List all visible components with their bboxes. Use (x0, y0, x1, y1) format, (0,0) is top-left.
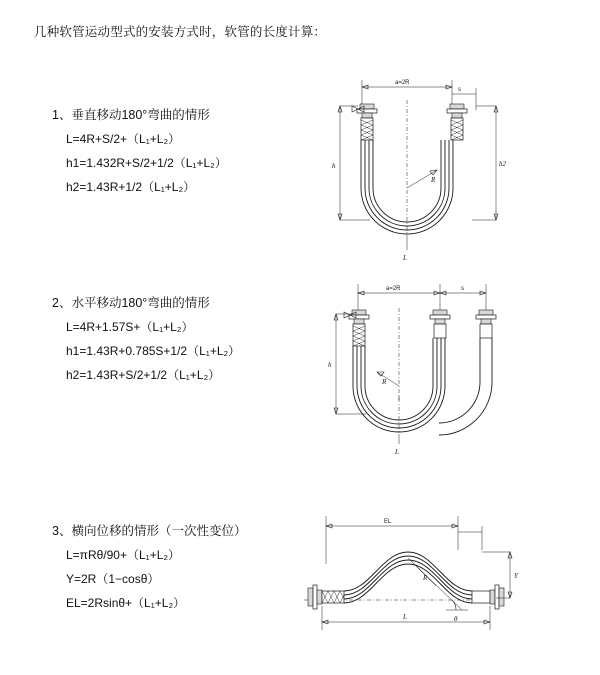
section-2-formula-3: h2=1.43R+S/2+1/2（L₁+L₂） (66, 368, 221, 382)
section-1-formula-1: L=4R+S/2+（L₁+L₂） (66, 132, 181, 146)
section-1-formula-3: h2=1.43R+1/2（L₁+L₂） (66, 180, 196, 194)
svg-text:a=2R: a=2R (386, 286, 401, 292)
page-title: 几种软管运动型式的安装方式时，软管的长度计算： (34, 25, 327, 39)
svg-text:R: R (382, 378, 387, 386)
svg-text:s: s (461, 286, 464, 292)
svg-text:L: L (395, 448, 399, 456)
figure-vertical-180 (300, 70, 530, 270)
svg-text:R: R (431, 176, 436, 184)
svg-text:h: h (332, 162, 336, 170)
figure-1-drawing (300, 70, 530, 270)
svg-text:EL: EL (384, 519, 392, 525)
svg-text:h: h (328, 361, 332, 369)
section-3-text (52, 524, 302, 611)
section-1-title: 1、垂直移动180°弯曲的情形 (52, 108, 210, 122)
svg-text:L: L (403, 254, 407, 262)
svg-text:Y: Y (514, 572, 518, 580)
svg-text:h2: h2 (499, 160, 506, 168)
section-2-title: 2、水平移动180°弯曲的情形 (52, 296, 210, 310)
section-1-text (52, 108, 302, 195)
svg-text:s: s (458, 87, 461, 93)
svg-text:L: L (403, 613, 407, 621)
svg-text:θ: θ (454, 615, 458, 623)
section-2-formula-2: h1=1.43R+0.785S+1/2（L₁+L₂） (66, 344, 241, 358)
figure-3-drawing (286, 506, 536, 646)
figure-2-drawing (300, 274, 530, 464)
svg-text:R: R (423, 574, 428, 582)
figure-lateral-offset (286, 506, 536, 646)
section-3-formula-2: Y=2R（1−cosθ） (66, 572, 160, 586)
section-3-title: 3、横向位移的情形（一次性变位） (52, 524, 247, 538)
figure-horizontal-180 (300, 274, 530, 464)
section-3-formula-1: L=πRθ/90+（L₁+L₂） (66, 548, 181, 562)
svg-text:a=2R: a=2R (395, 80, 410, 86)
section-3-formula-3: EL=2Rsinθ+（L₁+L₂） (66, 596, 186, 610)
section-2-formula-1: L=4R+1.57S+（L₁+L₂） (66, 320, 194, 334)
section-2-text (52, 296, 302, 383)
section-1-formula-2: h1=1.432R+S/2+1/2（L₁+L₂） (66, 156, 227, 170)
